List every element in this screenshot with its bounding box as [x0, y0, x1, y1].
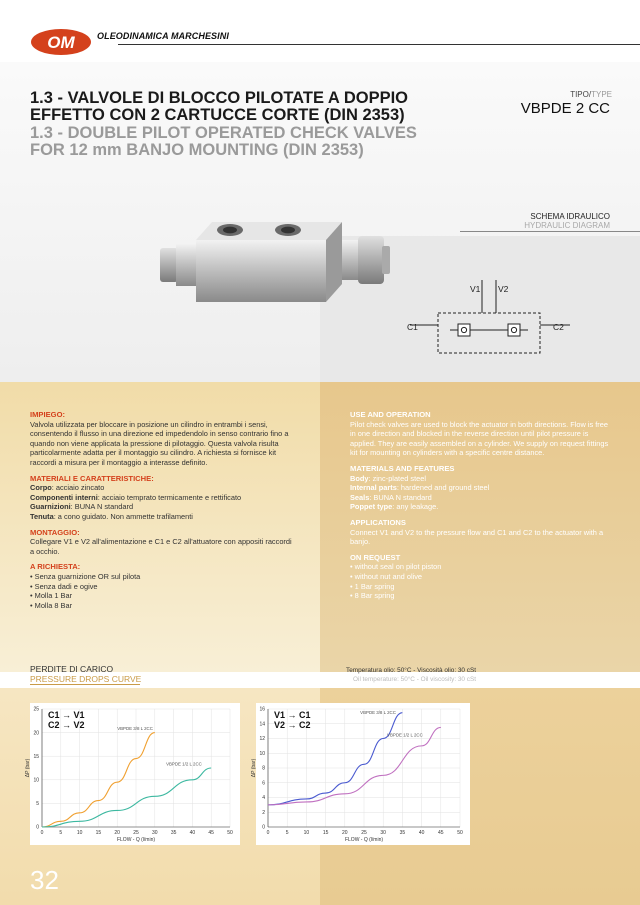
- label-v1: V1: [470, 284, 481, 294]
- materiali-list: [30, 483, 292, 521]
- list-item: • without seal on pilot piston: [350, 562, 612, 572]
- title-en-line1: 1.3 - DOUBLE PILOT OPERATED CHECK VALVES: [30, 124, 417, 142]
- pressure-drop-label-it: PERDITE DI CARICO: [30, 664, 114, 674]
- legend-entry: V2 → C2: [274, 720, 311, 730]
- mat-val: : zinc-plated steel: [368, 473, 426, 483]
- y-tick-label: 16: [259, 706, 265, 713]
- montaggio-heading: MONTAGGIO:: [30, 527, 80, 537]
- x-axis-label: FLOW - Q (l/min): [344, 837, 384, 843]
- type-label: [520, 90, 612, 99]
- y-tick-label: 8: [262, 765, 265, 772]
- impiego-text: Valvola utilizzata per bloccare in posizione un cilindro in entrambi i sensi, consentendo il flusso in una direzione ed impedendolo in senso contrario fino a quando non viene applicata la pressione di pilotaggio. Questa valvola risulta particolarmente adatta per il montaggio su cilindro. A richiesta si fornisce kit raccordi a misura per il montaggio a interasse definito.: [30, 419, 289, 467]
- series-line: [268, 727, 441, 804]
- applications-heading: APPLICATIONS: [350, 517, 406, 527]
- type-value: VBPDE 2 CC: [520, 100, 610, 117]
- pressure-chart-2: [251, 703, 470, 845]
- series-label: VBPDE 3/8 L 2CC: [360, 710, 396, 716]
- hydraulic-diagram: [390, 270, 610, 370]
- y-tick-label: 14: [259, 721, 265, 728]
- y-tick-label: 2: [262, 809, 265, 816]
- title-english: [30, 125, 480, 159]
- mat-key: Guarnizioni: [30, 502, 71, 512]
- oil-temperature-en: Oil temperature: 50°C - Oil viscosity: 30 cSt: [353, 676, 476, 683]
- x-tick-label: 35: [399, 830, 406, 836]
- label-c1: C1: [407, 322, 418, 332]
- mat-val: : a cono guidato. Non ammette trafilamenti: [53, 511, 193, 521]
- list-item: • Molla 8 Bar: [30, 601, 292, 611]
- mat-key: Corpo: [30, 483, 52, 493]
- mat-key: Body: [350, 473, 369, 483]
- y-tick-label: 0: [262, 824, 265, 831]
- series-label: VBPDE 3/8 L 2CC: [117, 726, 153, 732]
- legend-entry: C2 → V2: [48, 720, 85, 730]
- mat-val: : acciaio temprato termicamente e rettificato: [97, 492, 242, 502]
- y-tick-label: 10: [259, 750, 265, 757]
- materials-list: [350, 474, 612, 512]
- title-it-line1: 1.3 - VALVOLE DI BLOCCO PILOTATE A DOPPIO: [30, 89, 408, 107]
- x-tick-label: 35: [170, 830, 177, 836]
- label-v2: V2: [498, 284, 509, 294]
- mat-key: Componenti interni: [30, 492, 98, 502]
- mat-val: : any leakage.: [392, 502, 439, 512]
- y-tick-label: 25: [33, 706, 39, 713]
- svg-text:OM: OM: [47, 33, 75, 52]
- x-tick-label: 40: [189, 830, 196, 836]
- mat-val: : BUNA N standard: [70, 502, 134, 512]
- x-tick-label: 25: [133, 830, 139, 836]
- x-tick-label: 25: [361, 830, 367, 836]
- y-tick-label: 5: [36, 801, 39, 808]
- y-tick-label: 20: [33, 730, 39, 737]
- x-tick-label: 10: [303, 830, 310, 836]
- mat-key: Seals: [350, 492, 370, 502]
- x-axis-label: FLOW - Q (l/min): [116, 837, 156, 843]
- x-tick-label: 5: [285, 830, 289, 836]
- x-tick-label: 30: [380, 830, 386, 836]
- y-tick-label: 15: [33, 753, 39, 760]
- pressure-drop-rule: [30, 684, 140, 685]
- type-label-it: TIPO: [570, 90, 589, 99]
- x-tick-label: 5: [59, 830, 63, 836]
- y-tick-label: 12: [259, 736, 265, 743]
- legend-entry: V1 → C1: [274, 710, 311, 720]
- y-tick-label: 6: [262, 780, 265, 787]
- x-tick-label: 50: [227, 830, 233, 836]
- x-tick-label: 0: [40, 830, 44, 836]
- request-list: [350, 562, 612, 600]
- mat-key: Internal parts: [350, 483, 397, 493]
- schema-label-it: SCHEMA IDRAULICO: [530, 212, 610, 221]
- x-tick-label: 50: [457, 830, 463, 836]
- valve-product-image: [160, 200, 390, 320]
- materiali-heading: MATERIALI E CARATTERISTICHE:: [30, 473, 154, 483]
- mat-val: : BUNA N standard: [369, 492, 432, 502]
- request-heading: ON REQUEST: [350, 552, 401, 562]
- type-label-en: TYPE: [591, 90, 612, 99]
- x-tick-label: 40: [418, 830, 425, 836]
- mat-key: Poppet type: [350, 502, 393, 512]
- legend-entry: C1 → V1: [48, 710, 85, 720]
- list-item: • Molla 1 Bar: [30, 591, 292, 601]
- schema-label-en: HYDRAULIC DIAGRAM: [524, 221, 610, 230]
- schema-rule: [460, 231, 640, 232]
- materials-heading: MATERIALS AND FEATURES: [350, 463, 455, 473]
- type-label-separator: /: [588, 90, 592, 99]
- y-tick-label: 0: [36, 824, 39, 831]
- header-rule: [118, 44, 640, 45]
- page-header: [0, 0, 640, 62]
- page-number: 32: [30, 865, 59, 895]
- montaggio-text: Collegare V1 e V2 all'alimentazione e C1 e C2 all'attuatore con appositi raccordi a occhio.: [30, 537, 292, 556]
- mat-val: : acciaio zincato: [51, 483, 105, 493]
- title-en-line2: FOR 12 mm BANJO MOUNTING (DIN 2353): [30, 141, 364, 159]
- brand-name: OLEODINAMICA MARCHESINI: [97, 31, 229, 41]
- label-c2: C2: [553, 322, 564, 332]
- y-axis-label: ΔP (bar): [25, 758, 31, 778]
- x-tick-label: 10: [76, 830, 83, 836]
- pressure-chart-1: [25, 703, 240, 845]
- y-axis-label: ΔP (bar): [251, 758, 257, 778]
- mat-val: : hardened and ground steel: [396, 483, 490, 493]
- list-item: • without nut and olive: [350, 572, 612, 582]
- y-tick-label: 4: [262, 795, 265, 802]
- applications-text: Connect V1 and V2 to the pressure flow and C1 and C2 to the actuator with a banjo.: [350, 527, 604, 547]
- list-item: • 1 Bar spring: [350, 582, 612, 592]
- company-logo: [30, 27, 92, 57]
- x-tick-label: 20: [114, 830, 120, 836]
- x-tick-label: 0: [266, 830, 270, 836]
- impiego-heading: IMPIEGO:: [30, 410, 66, 419]
- x-tick-label: 15: [95, 830, 102, 836]
- series-line: [42, 768, 211, 827]
- x-tick-label: 30: [152, 830, 158, 836]
- richiesta-heading: A RICHIESTA:: [30, 562, 81, 572]
- oil-temperature-it: Temperatura olio: 50°C - Viscosità olio: 30 cSt: [346, 667, 476, 674]
- x-tick-label: 45: [208, 830, 214, 836]
- x-tick-label: 45: [438, 830, 444, 836]
- title-italian: [30, 90, 480, 124]
- richiesta-list: [30, 572, 292, 610]
- x-tick-label: 15: [322, 830, 329, 836]
- list-item: • Senza dadi e ogive: [30, 582, 292, 592]
- list-item: • Senza guarnizione OR sul pilota: [30, 572, 292, 582]
- series-label: VBPDE 1/2 L 2CC: [387, 732, 423, 738]
- pressure-drop-label-en: PRESSURE DROPS CURVE: [30, 674, 142, 684]
- use-heading: USE AND OPERATION: [350, 410, 431, 419]
- list-item: • 8 Bar spring: [350, 591, 612, 601]
- series-label: VBPDE 1/2 L 2CC: [166, 761, 202, 767]
- mat-key: Tenuta: [30, 511, 54, 521]
- english-description: [350, 410, 612, 607]
- y-tick-label: 10: [33, 777, 39, 784]
- x-tick-label: 20: [342, 830, 348, 836]
- italian-description: [30, 410, 292, 616]
- title-it-line2: EFFETTO CON 2 CARTUCCE CORTE (DIN 2353): [30, 106, 405, 124]
- use-text: Pilot check valves are used to block the actuator in both directions. Flow is free in one direction and blocked in the reverse direction until pilot pressure is applied. They are easily assembled on a cylinder. We supply on request fittings kit for mounting on cylinders with a specific centre distance.: [350, 419, 609, 458]
